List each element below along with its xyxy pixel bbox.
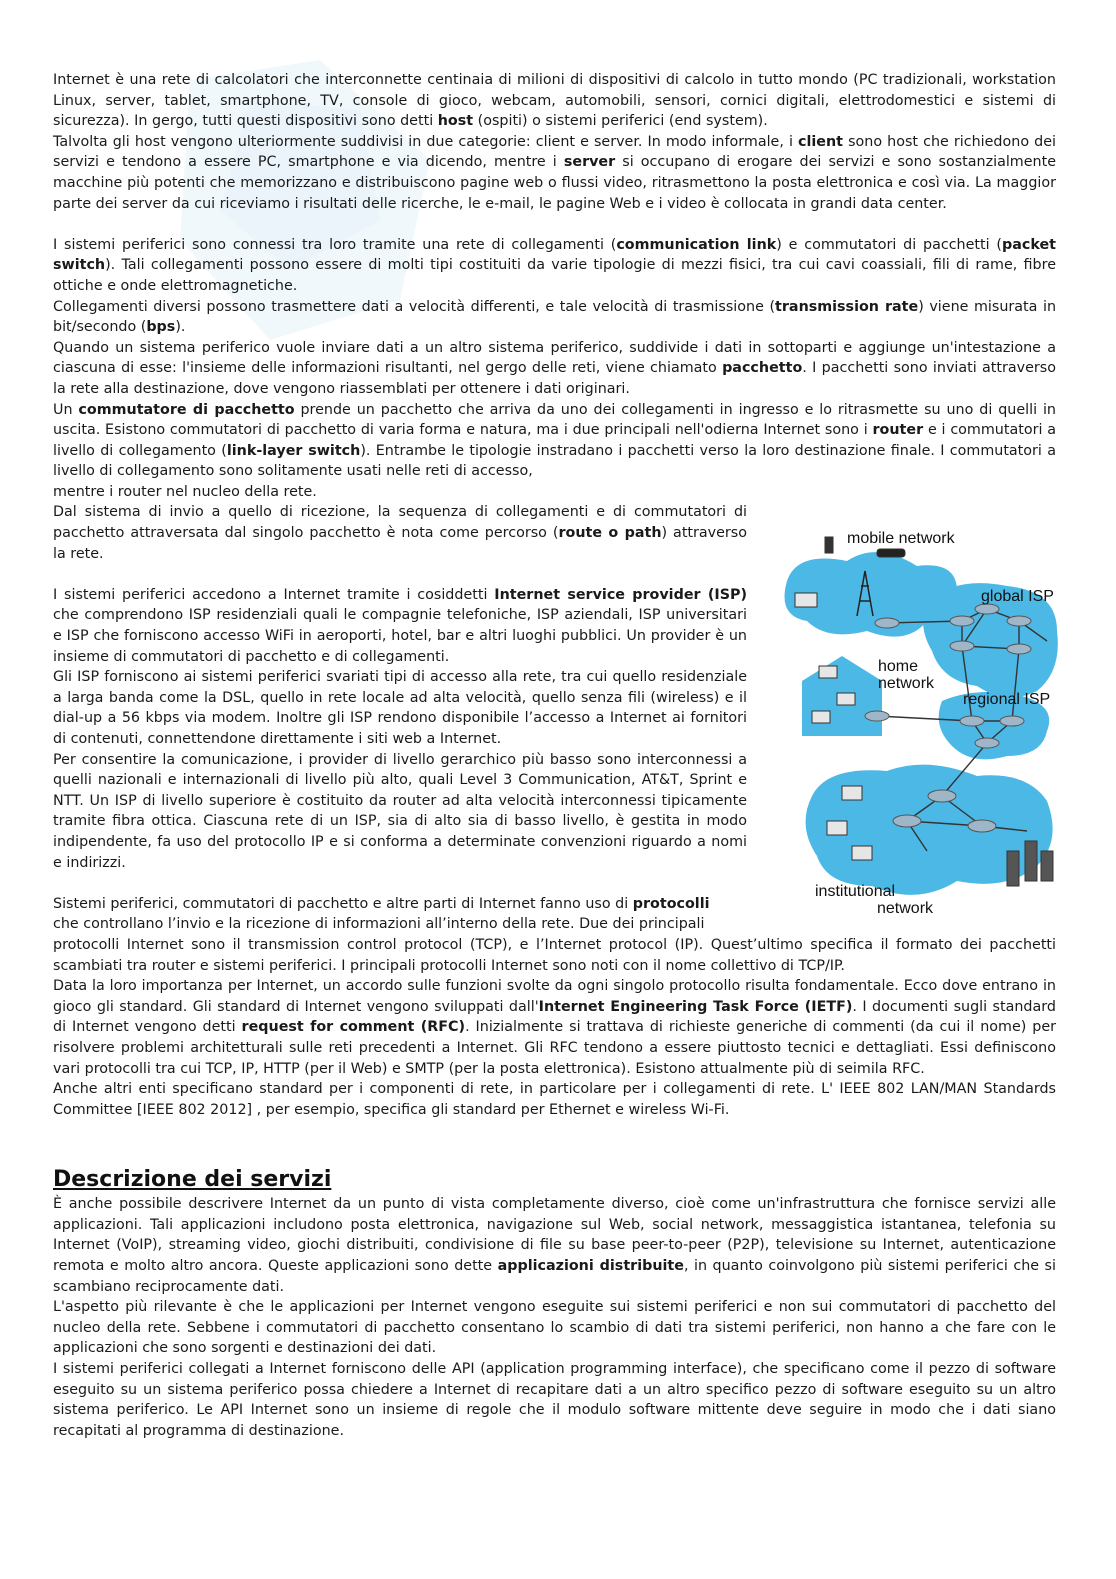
paragraph-hierarchy: Per consentire la comunicazione, i provider di livello gerarchico più basso sono interconnessi a quelli nazionali e internazionali di livello più alto, quali Level 3 Communication, AT&T, Sprint e NTT. Un ISP di livello superiore è costituito da router ad alta velocità interconnessi tipicamente tramite fibra ottica. Ciascuna rete di un ISP, sia di alto sia di basso livello, è gestita in modo indipendente, fa uso del protocollo IP e si conforma a determinate convenzioni riguardo a nomi e indirizzi. xyxy=(53,751,747,871)
label-institutional: institutional xyxy=(815,883,896,900)
label-regional-isp: regional ISP xyxy=(963,691,1051,708)
paragraph-rate: Collegamenti diversi possono trasmettere dati a velocità differenti, e tale velocità di trasmissione (transmission rate) viene misurata in bit/secondo (bps). xyxy=(53,298,1057,336)
paragraph-services: È anche possibile descrivere Internet da un punto di vista completamente diverso, cioè come un'infrastruttura che fornisce servizi alle applicazioni. Tali applicazioni includono posta elettronica, navigazione sul Web, social network, messaggistica istantanea, telefonia su Internet (VoIP), streaming video, giochi distribuiti, condivisione di file su base peer-to-peer (P2P), televisione su Internet, autenticazione remota e molto altro ancora. Queste applicazioni sono dette applicazioni distribuite, in quanto coinvolgono più sistemi periferici che si scambiano reciprocamente dati. xyxy=(53,1196,1056,1295)
paragraph-switch: Un commutatore di pacchetto prende un pacchetto che arriva da uno dei collegamenti in ingresso e lo ritrasmette su uno di quelli in uscita. Esistono commutatori di pacchetto di varia forma e natura, ma i due principali nell'odierna Internet sono i router e i commutatori a livello di collegamento (link-layer switch). Entrambe le tipologie instradano i pacchetti verso la loro destinazione finale. I commutatori a livello di collegamento sono solitamente usati nelle reti di accesso, xyxy=(53,401,1056,480)
paragraph-protocols-c: protocolli Internet sono il transmission control protocol (TCP), e l’Internet protocol (IP). Quest’ultimo specifica il formato dei pacchetti scambiati tra router e sistemi periferici. I principali protocolli Internet sono noti con il nome collettivo di TCP/IP. xyxy=(53,936,1056,974)
paragraph-route: Dal sistema di invio a quello di ricezione, la sequenza di collegamenti e di commutatori di pacchetto attraversata dal singolo pacchetto è nota come percorso (route o path) attraverso la rete. xyxy=(53,504,748,562)
label-global-isp: global ISP xyxy=(981,588,1054,605)
paragraph-edge-apps: L'aspetto più rilevante è che le applicazioni per Internet vengono eseguite sui sistemi periferici e non sui commutatori di pacchetto del nucleo della rete. Sebbene i commutatori di pacchetto consentano lo scambio di dati tra sistemi periferici, non hanno a che fare con le applicazioni che sono sorgenti e destinazioni dei dati. xyxy=(53,1299,1056,1357)
paragraph-switch-end: mentre i router nel nucleo della rete. xyxy=(53,483,317,500)
paragraph-packet: Quando un sistema periferico vuole inviare dati a un altro sistema periferico, suddivide i dati in sottoparti e aggiunge un'intestazione a ciascuna di esse: l'insieme delle informazioni risultanti, nel gergo delle reti, viene chiamato pacchetto. I pacchetti sono inviati attraverso la rete alla destinazione, dove vengono riassemblati per ottenere i dati originari. xyxy=(53,339,1056,397)
paragraph-ieee: Anche altri enti specificano standard per i componenti di rete, in particolare per i collegamenti di rete. L' IEEE 802 LAN/MAN Standards Committee [IEEE 802 2012] , per esempio, specifica gli standard per Ethernet e wireless Wi-Fi. xyxy=(53,1081,1056,1118)
label-institutional-network: network xyxy=(877,900,934,917)
paragraph-links: I sistemi periferici sono connessi tra loro tramite una rete di collegamenti (communication link) e commutatori di pacchetti (packet switch). Tali collegamenti possono essere di molti tipi costituiti da varie tipologie di mezzi fisici, tra cui cavi coassiali, fili di rame, fibre ottiche e onde elettromagnetiche. xyxy=(53,236,1056,294)
paragraph-intro: Internet è una rete di calcolatori che interconnette centinaia di milioni di dispositivi di calcolo in tutto mondo (PC tradizionali, workstation Linux, server, tablet, smartphone, TV, console di gioco, webcam, automobili, sensori, cornici digitali, elettrodomestici e sistemi di sicurezza). In gergo, tutti questi dispositivi sono detti host (ospiti) o sistemi periferici (end system). xyxy=(53,72,1056,130)
label-home-network: network xyxy=(878,675,935,692)
label-mobile-network: mobile network xyxy=(847,530,955,547)
paragraph-protocols-a: Sistemi periferici, commutatori di pacchetto e altre parti di Internet fanno uso di protocolli xyxy=(53,895,710,912)
paragraph-standards: Data la loro importanza per Internet, un accordo sulle funzioni svolte da ogni singolo protocollo risulta fondamentale. Ecco dove entrano in gioco gli standard. Gli standard di Internet vengono sviluppati dall'Internet Engineering Task Force (IETF). I documenti sugli standard di Internet vengono detti request for comment (RFC). Inizialmente si trattava di richieste generiche di commenti (da cui il nome) per risolvere problemi architetturali sulle reti precedenti a Internet. Gli RFC tendono a essere piuttosto tecnici e dettagliati. Essi definiscono vari protocolli tra cui TCP, IP, HTTP (per il Web) e SMTP (per la posta elettronica). Esistono attualmente più di seimila RFC. xyxy=(53,978,1057,1077)
paragraph-client-server: Talvolta gli host vengono ulteriormente suddivisi in due categorie: client e server. In modo informale, i client sono host che richiedono dei servizi e tendono a essere PC, smartphone e via dicendo, mentre i server si occupano di erogare dei servizi e sono sostanzialmente macchine più potenti che memorizzano e distribuiscono pagine web o flussi video, ritrasmettono la posta elettronica e così via. La maggior parte dei server da cui riceviamo i risultati delle ricerche, le e-mail, le pagine Web e i video è collocata in grandi data center. xyxy=(53,133,1056,212)
label-home: home xyxy=(878,658,919,675)
network-diagram xyxy=(757,521,1063,923)
paragraph-isp: I sistemi periferici accedono a Internet tramite i cosiddetti Internet service provider (ISP) che comprendono ISP residenziali quali le compagnie telefoniche, ISP aziendali, ISP universitari e ISP che forniscono accesso WiFi in aeroporti, hotel, bar e altri luoghi pubblici. Un provider è un insieme di commutatori di pacchetto e di collegamenti. xyxy=(53,586,747,665)
section-heading: Descrizione dei servizi xyxy=(53,1167,332,1193)
paragraph-api: I sistemi periferici collegati a Internet forniscono delle API (application programming interface), che specificano come il pezzo di software eseguito su un sistema periferico possa chiedere a Internet di recapitare dati a un altro specifico pezzo di software eseguito su un altro sistema periferico. Le API Internet sono un insieme di regole che il modulo software mittente deve seguire in modo che i dati siano recapitati al programma di destinazione. xyxy=(53,1361,1056,1439)
paragraph-access: Gli ISP forniscono ai sistemi periferici svariati tipi di accesso alla rete, tra cui quello residenziale a larga banda come la DSL, quello in rete locale ad alta velocità, quello senza fili (wireless) e il dial-up a 56 kbps via modem. Inoltre gli ISP rendono disponibile l’accesso a Internet ai fornitori di contenuti, connettendone direttamente i siti web a Internet. xyxy=(53,669,747,747)
paragraph-protocols-b: che controllano l’invio e la ricezione di informazioni all’interno della rete. Due dei principali xyxy=(53,916,705,933)
